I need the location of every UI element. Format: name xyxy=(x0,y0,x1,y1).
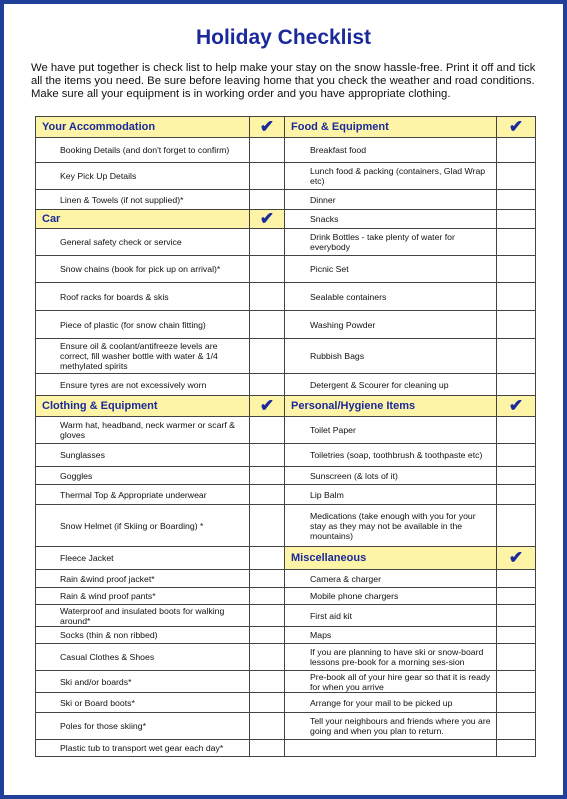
checklist-item: Dinner xyxy=(285,190,497,210)
checklist-item: Goggles xyxy=(36,467,250,485)
checklist-item: Toilet Paper xyxy=(285,417,497,444)
checklist-row xyxy=(36,283,536,311)
tick-box[interactable] xyxy=(250,671,285,693)
tick-box[interactable] xyxy=(250,485,285,505)
checklist-item: Rain &wind proof jacket* xyxy=(36,570,250,588)
header-checkmark-icon: ✔ xyxy=(497,117,536,138)
checklist-row xyxy=(36,163,536,190)
tick-box[interactable] xyxy=(497,210,536,229)
tick-box[interactable] xyxy=(250,138,285,163)
tick-box[interactable] xyxy=(250,417,285,444)
checklist-row xyxy=(36,210,536,229)
intro-line: all the items you need. Be sure before leaving home that you check the weather and road conditions. xyxy=(31,75,535,87)
checklist-row xyxy=(36,588,536,605)
checklist-item: Waterproof and insulated boots for walking around* xyxy=(36,605,250,627)
checklist-item: If you are planning to have ski or snow-board lessons pre-book for a morning ses-sion xyxy=(285,644,497,671)
tick-box[interactable] xyxy=(497,444,536,467)
checklist-row xyxy=(36,467,536,485)
tick-box[interactable] xyxy=(250,256,285,283)
tick-box[interactable] xyxy=(250,163,285,190)
checklist-item: Key Pick Up Details xyxy=(36,163,250,190)
checklist-row xyxy=(36,605,536,627)
tick-box[interactable] xyxy=(250,444,285,467)
tick-box[interactable] xyxy=(250,190,285,210)
tick-box[interactable] xyxy=(497,627,536,644)
checklist-row xyxy=(36,693,536,713)
tick-box[interactable] xyxy=(497,693,536,713)
tick-box[interactable] xyxy=(250,713,285,740)
tick-box[interactable] xyxy=(497,229,536,256)
section-header: Clothing & Equipment xyxy=(36,396,250,417)
header-checkmark-icon: ✔ xyxy=(250,396,285,417)
checklist-item: Sunscreen (& lots of it) xyxy=(285,467,497,485)
tick-box[interactable] xyxy=(497,256,536,283)
checklist-row xyxy=(36,570,536,588)
tick-box[interactable] xyxy=(250,644,285,671)
checklist-item: Tell your neighbours and friends where you are going and when you plan to return. xyxy=(285,713,497,740)
checklist-item: Maps xyxy=(285,627,497,644)
checklist-item: First aid kit xyxy=(285,605,497,627)
checklist-item: Rain & wind proof pants* xyxy=(36,588,250,605)
checklist-item: Detergent & Scourer for cleaning up xyxy=(285,374,497,396)
tick-box[interactable] xyxy=(250,311,285,339)
checklist-table xyxy=(35,116,536,757)
checklist-item: Camera & charger xyxy=(285,570,497,588)
checklist-item: Thermal Top & Appropriate underwear xyxy=(36,485,250,505)
section-header: Your Accommodation xyxy=(36,117,250,138)
tick-box[interactable] xyxy=(250,547,285,570)
tick-box[interactable] xyxy=(250,588,285,605)
checklist-item: Ski and/or boards* xyxy=(36,671,250,693)
checklist-item: Snow Helmet (if Skiing or Boarding) * xyxy=(36,505,250,547)
tick-box[interactable] xyxy=(497,485,536,505)
empty-cell xyxy=(497,740,536,757)
checklist-item: Linen & Towels (if not supplied)* xyxy=(36,190,250,210)
section-header: Car xyxy=(36,210,250,229)
tick-box[interactable] xyxy=(497,671,536,693)
checklist-row xyxy=(36,505,536,547)
checklist-item: Ski or Board boots* xyxy=(36,693,250,713)
tick-box[interactable] xyxy=(250,283,285,311)
tick-box[interactable] xyxy=(250,339,285,374)
checklist-item: Toiletries (soap, toothbrush & toothpaste etc) xyxy=(285,444,497,467)
header-checkmark-icon: ✔ xyxy=(497,396,536,417)
intro-line: We have put together is check list to help make your stay on the snow hassle-free. Print it off and tick xyxy=(31,62,536,74)
checklist-row xyxy=(36,374,536,396)
checklist-row xyxy=(36,627,536,644)
tick-box[interactable] xyxy=(250,467,285,485)
checklist-item: Sunglasses xyxy=(36,444,250,467)
tick-box[interactable] xyxy=(497,505,536,547)
tick-box[interactable] xyxy=(250,505,285,547)
tick-box[interactable] xyxy=(497,570,536,588)
checklist-item: Ensure oil & coolant/antifreeze levels are correct, fill washer bottle with water & 1/4 methylated spirits xyxy=(36,339,250,374)
checklist-item: Pre-book all of your hire gear so that it is ready for when you arrive xyxy=(285,671,497,693)
checklist-item: Washing Powder xyxy=(285,311,497,339)
header-checkmark-icon: ✔ xyxy=(497,547,536,570)
checklist-item: Socks (thin & non ribbed) xyxy=(36,627,250,644)
checklist-row xyxy=(36,256,536,283)
tick-box[interactable] xyxy=(497,644,536,671)
checklist-item: Piece of plastic (for snow chain fitting) xyxy=(36,311,250,339)
checklist-item: Roof racks for boards & skis xyxy=(36,283,250,311)
tick-box[interactable] xyxy=(250,605,285,627)
checklist-item: Warm hat, headband, neck warmer or scarf & gloves xyxy=(36,417,250,444)
checklist-row xyxy=(36,229,536,256)
tick-box[interactable] xyxy=(497,588,536,605)
tick-box[interactable] xyxy=(497,374,536,396)
checklist-item: Rubbish Bags xyxy=(285,339,497,374)
checklist-item: General safety check or service xyxy=(36,229,250,256)
tick-box[interactable] xyxy=(250,570,285,588)
tick-box[interactable] xyxy=(497,138,536,163)
checklist-item: Booking Details (and don't forget to confirm) xyxy=(36,138,250,163)
tick-box[interactable] xyxy=(250,229,285,256)
tick-box[interactable] xyxy=(497,283,536,311)
checklist-item: Arrange for your mail to be picked up xyxy=(285,693,497,713)
checklist-item: Poles for those skiing* xyxy=(36,713,250,740)
checklist-row xyxy=(36,190,536,210)
checklist-item: Sealable containers xyxy=(285,283,497,311)
header-checkmark-icon: ✔ xyxy=(250,210,285,229)
checklist-row xyxy=(36,713,536,740)
tick-box[interactable] xyxy=(497,163,536,190)
checklist-item: Plastic tub to transport wet gear each day* xyxy=(36,740,250,757)
section-header: Food & Equipment xyxy=(285,117,497,138)
checklist-item: Medications (take enough with you for your stay as they may not be available in the mountains) xyxy=(285,505,497,547)
checklist-item: Lip Balm xyxy=(285,485,497,505)
section-header: Miscellaneous xyxy=(285,547,497,570)
checklist-item: Snacks xyxy=(285,210,497,229)
checklist-row xyxy=(36,396,536,417)
intro-paragraph xyxy=(31,62,541,101)
checklist-row xyxy=(36,339,536,374)
page-title: Holiday Checklist xyxy=(195,26,372,49)
tick-box[interactable] xyxy=(497,467,536,485)
checklist-item: Ensure tyres are not excessively worn xyxy=(36,374,250,396)
checklist-item: Mobile phone chargers xyxy=(285,588,497,605)
tick-box[interactable] xyxy=(497,713,536,740)
intro-line: Make sure all your equipment is in working order and you have appropriate clothing. xyxy=(31,88,451,100)
checklist-row xyxy=(36,485,536,505)
checklist-item: Drink Bottles - take plenty of water for everybody xyxy=(285,229,497,256)
checklist-row xyxy=(36,547,536,570)
tick-box[interactable] xyxy=(250,740,285,757)
tick-box[interactable] xyxy=(497,190,536,210)
tick-box[interactable] xyxy=(497,339,536,374)
checklist-row xyxy=(36,740,536,757)
checklist-item: Breakfast food xyxy=(285,138,497,163)
checklist-row xyxy=(36,671,536,693)
checklist-row xyxy=(36,311,536,339)
tick-box[interactable] xyxy=(497,311,536,339)
checklist-item: Snow chains (book for pick up on arrival)* xyxy=(36,256,250,283)
checklist-item: Fleece Jacket xyxy=(36,547,250,570)
checklist-row xyxy=(36,138,536,163)
tick-box[interactable] xyxy=(497,417,536,444)
tick-box[interactable] xyxy=(250,693,285,713)
section-header: Personal/Hygiene Items xyxy=(285,396,497,417)
checklist-page xyxy=(4,4,563,795)
checklist-row xyxy=(36,644,536,671)
checklist-row xyxy=(36,117,536,138)
checklist-item: Picnic Set xyxy=(285,256,497,283)
checklist-row xyxy=(36,417,536,444)
tick-box[interactable] xyxy=(497,605,536,627)
checklist-item: Casual Clothes & Shoes xyxy=(36,644,250,671)
tick-box[interactable] xyxy=(250,627,285,644)
checklist-item: Lunch food & packing (containers, Glad Wrap etc) xyxy=(285,163,497,190)
checklist-row xyxy=(36,444,536,467)
tick-box[interactable] xyxy=(250,374,285,396)
header-checkmark-icon: ✔ xyxy=(250,117,285,138)
empty-cell xyxy=(285,740,497,757)
